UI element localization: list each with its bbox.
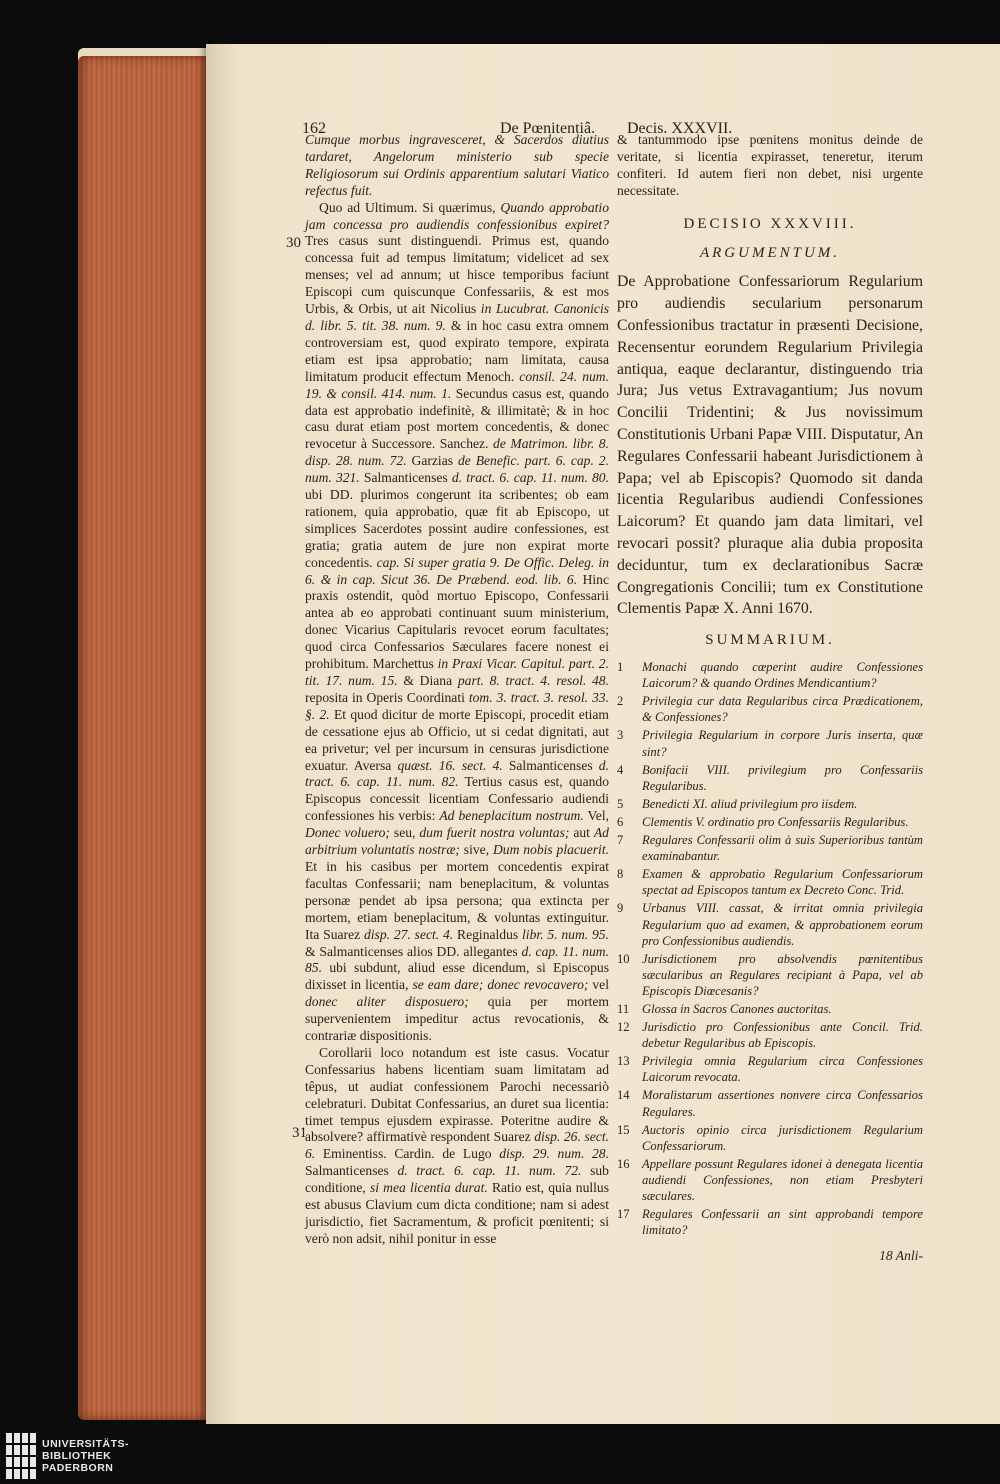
right-column — [617, 132, 923, 1265]
summary-item — [617, 727, 923, 759]
summary-item-number: 13 — [617, 1054, 630, 1069]
summary-item-number: 8 — [617, 867, 624, 882]
argumentum-heading: ARGUMENTUM. — [699, 244, 841, 261]
summary-item-number: 3 — [617, 728, 624, 743]
library-watermark — [6, 1433, 129, 1479]
summarium-heading: SUMMARIUM. — [705, 632, 835, 649]
paragraph-corollary: Corollarii loco notandum est iste casus. Vocatur Confessarius habens licentiam suam limitatam ad têpus, ut audiat confessionem Parochi necessariò celebraturi. Dubitat Confessarius, an duret sua licentia: timet tempus ejusdem expirasse. Poteritne audire & absolvere? affirmativè respondent Suarez disp. 26. sect. 6. Eminentiss. Cardin. de Lugo disp. 29. num. 28. Salmanticenses d. tract. 6. cap. 11. num. 72. sub conditione, si mea licentia durat. Ratio est, quia nullus est abusus Clavium cum dicta conditione; nam si adest jurisdictio, fiet Sacramentum, & proficit pœnitenti; si verò non adsit, nihil ponitur in esse — [305, 1044, 610, 1246]
summary-list — [617, 659, 923, 1238]
summary-item-text: Jurisdictio pro Confessionibus ante Concil. Trid. debetur Regularibus ab Episcopis. — [642, 1020, 923, 1051]
summary-item-number: 17 — [617, 1207, 630, 1222]
summary-item — [617, 659, 923, 691]
summary-item — [617, 832, 923, 864]
summary-item-text: Privilegia cur data Regularibus circa Prædicationem, & Confessiones? — [642, 694, 923, 725]
summary-item-number: 9 — [617, 901, 624, 916]
decision-heading: DECISIO XXXVIII. — [683, 215, 857, 232]
summary-item-number: 16 — [617, 1156, 630, 1171]
summary-item-text: Regulares Confessarii olim à suis Superioribus tantùm examinabantur. — [642, 833, 923, 864]
summary-item — [617, 1019, 923, 1051]
running-title: De Pœnitentiâ. — [500, 120, 596, 137]
summary-item — [617, 1087, 923, 1119]
summary-item-text: Privilegia omnia Regularium circa Confessiones Laicorum revocata. — [642, 1054, 923, 1085]
summary-item — [617, 796, 923, 812]
summary-item-number: 2 — [617, 694, 624, 709]
summary-item-text: Auctoris opinio circa jurisdictionem Regularium Confessariorum. — [642, 1122, 923, 1153]
library-name — [42, 1438, 129, 1474]
summary-item-number: 12 — [617, 1020, 630, 1035]
summary-item-text: Moralistarum assertiones nonvere circa Confessarios Regulares. — [642, 1088, 923, 1119]
summary-item-number: 6 — [617, 814, 624, 829]
summary-item — [617, 693, 923, 725]
summary-item — [617, 1001, 923, 1017]
summary-item-text: Regulares Confessarii an sint approbandi tempore limitato? — [642, 1207, 923, 1238]
summary-item-number: 10 — [617, 951, 630, 966]
summary-item-number: 1 — [617, 660, 624, 675]
summary-item-text: Jurisdictionem pro absolvendis pœnitentibus sæcularibus an Regulares recipiant à Papa, vel ab Episcopis Diœcesanis? — [642, 951, 923, 998]
summary-item-text: Clementis V. ordinatio pro Confessariis Regularibus. — [642, 814, 909, 829]
summary-item-text: Appellare possunt Regulares idonei à denegata licentia audiendi Confessiones, non etiam Presbyteri sæculares. — [642, 1156, 923, 1203]
summary-item — [617, 866, 923, 898]
paragraph-intro: Cumque morbus ingravesceret, & Sacerdos diutius tardaret, Angelorum ministerio sub specie Religiosorum sui Ordinis apparentium salutari Viatico refectus fuit. — [305, 132, 609, 198]
library-name-line3: PADERBORN — [42, 1462, 114, 1474]
margin-number-30: 30 — [286, 235, 301, 251]
summary-item-number: 14 — [617, 1088, 630, 1103]
summary-item — [617, 1156, 923, 1204]
left-column — [305, 132, 609, 1248]
summary-item-number: 15 — [617, 1122, 630, 1137]
summary-item — [617, 900, 923, 948]
margin-number-31: 31 — [292, 1125, 307, 1141]
library-name-line1: UNIVERSITÄTS- — [42, 1438, 130, 1450]
summary-item-number: 5 — [617, 796, 624, 811]
library-name-line2: BIBLIOTHEK — [42, 1450, 112, 1462]
paragraph-main: Quo ad Ultimum. Si quærimus, Quando approbatio jam concessa pro audiendis confessionibus expiret? Tres casus sunt distinguendi. Primus est, quando concessa fuit ad tempus limitatum; videlicet ad sex menses; vel ad annum; ut hisce temporibus faciunt Episcopi cum quiscunque Confessariis, & est mos Urbis, & Orbis, ut ait Nicolius in Lucubrat. Canonicis d. libr. 5. tit. 38. num. 9. & in hoc casu extra omnem controversiam est, quod expirato tempore, expirata etiam est ipsa approbatio; nam limitata, causa limitatum producit effectum Menoch. consil. 24. num. 19. & consil. 414. num. 1. Secundus casus est, quando data est approbatio indefinitè, & illimitatè; & in hoc casu durat etiam post mortem concedentis, & donec revocetur à Successore. Sanchez. de Matrimon. libr. 8. disp. 28. num. 72. Garzias de Benefic. part. 6. cap. 2. num. 321. Salmanticenses d. tract. 6. cap. 11. num. 80. ubi DD. plurimos congerunt ita scribentes; ob eam rationem, quia approbatio, quæ fit ab Episcopo, ut simplices Sacerdotes possint audire confessiones, est gratia; gratia autem de jure non expirat morte concedentis. cap. Si super gratia 9. De Offic. Deleg. in 6. & in cap. Sicut 36. De Præbend. eod. lib. 6. Hinc praxis ostendit, quòd mortuo Episcopo, Confessarii antea ab eo approbati continuant suum ministerium, donec Vicarius Capitularis revocet eorum facultates; quod circa Confessarios Sæculares facere nonest ei prohibitum. Marchettus in Praxi Vicar. Capitul. part. 2. tit. 17. num. 15. & Diana part. 8. tract. 4. resol. 48. reposita in Operis Coordinati tom. 3. tract. 3. resol. 33. §. 2. Et quod dicitur de morte Episcopi, procedit etiam de cessatione ejus ab Officio, ut si cedat dignitati, aut ea privetur; vel per incursum in censuras jurisdictione exuatur. Aversa quæst. 16. sect. 4. Salmanticenses d. tract. 6. cap. 11. num. 82. Tertius casus est, quando Episcopus concessit licentiam Confessario audiendi confessiones his verbis: Ad beneplacitum nostrum. Vel, Donec voluero; seu, dum fuerit nostra voluntas; aut Ad arbitrium voluntatis nostræ; sive, Dum nobis placuerit. Et in his casibus per mortem concedentis expirat facultas Confessarii; nam beneplacitum, & voluntas personæ pendet ab ipsa persona; qua extincta per mortem, etiam beneplacitum, & voluntas extinguitur. Ita Suarez disp. 27. sect. 4. Reginaldus libr. 5. num. 95. & Salmanticenses alios DD. allegantes d. cap. 11. num. 85. ubi subdunt, aliud esse dicendum, si Episcopus dixisset in licentia, se eam dare; donec revocavero; vel donec aliter disposuero; quia per mortem supervenientem impeditur actus revocationis, & contrariæ dispositionis. — [305, 199, 610, 1044]
summary-item-text: Examen & approbatio Regularium Confessariorum spectat ad Episcopos tantum ex Decreto Conc. Trid. — [642, 867, 923, 898]
summary-item — [617, 762, 923, 794]
summary-item — [617, 951, 923, 999]
summary-item-text: Privilegia Regularium in corpore Juris inserta, quæ sint? — [642, 728, 923, 759]
summary-item-number: 11 — [617, 1001, 630, 1016]
library-logo — [6, 1433, 36, 1479]
catchword: 18 Anli- — [879, 1248, 923, 1264]
page-number: 162 — [302, 120, 326, 137]
argumentum-text: De Approbatione Confessariorum Regularium pro audiendis secularium personarum Confessionibus tractatur in præsenti Decisione, Recensentur eorundem Regularium Privilegia antiqua, eaque declarantur, distinguendo tria Jura; Jus vetus Extravagantium; Jus novum Concilii Tridentini; & Jus novissimum Constitutionis Urbani Papæ VIII. Disputatur, An Regulares Confessarii habeant Jurisdictionem à Papa; vel ab Episcopis? Quomodo sit danda licentia Regularibus audiendi Confessiones Laicorum? Et quando jam data limitari, vel revocari possit? pluraque alia dubia proposita deciduntur, tum ex declarationibus Sacræ Congregationis Concilii; tum ex Constitutione Clementis Papæ X. Anni 1670. — [617, 273, 923, 618]
summary-item — [617, 814, 923, 830]
summary-item-text: Glossa in Sacros Canones auctoritas. — [642, 1001, 832, 1016]
page-edges — [78, 56, 212, 1420]
summary-item-number: 4 — [617, 762, 624, 777]
paragraph-continuation: & tantummodo ipse pœnitens monitus deinde de veritate, si licentia expirasset, teneretur, iterum confiteri. Id autem fieri non debet, nisi urgente necessitate. — [617, 132, 923, 198]
summary-item — [617, 1206, 923, 1238]
summary-item-text: Bonifacii VIII. privilegium pro Confessariis Regularibus. — [642, 762, 923, 793]
summary-item — [617, 1053, 923, 1085]
summary-item-text: Urbanus VIII. cassat, & irritat omnia privilegia Regularium quo ad examen, & approbationem eorum pro Confessionibus audiendis. — [642, 901, 923, 948]
summary-item-number: 7 — [617, 833, 624, 848]
summary-item-text: Benedicti XI. aliud privilegium pro iisdem. — [642, 796, 858, 811]
summary-item-text: Monachi quando cœperint audire Confessiones Laicorum? & quando Ordines Mendicantium? — [642, 660, 923, 691]
summary-item — [617, 1122, 923, 1154]
right-running-title: Decis. XXXVII. — [627, 120, 733, 137]
